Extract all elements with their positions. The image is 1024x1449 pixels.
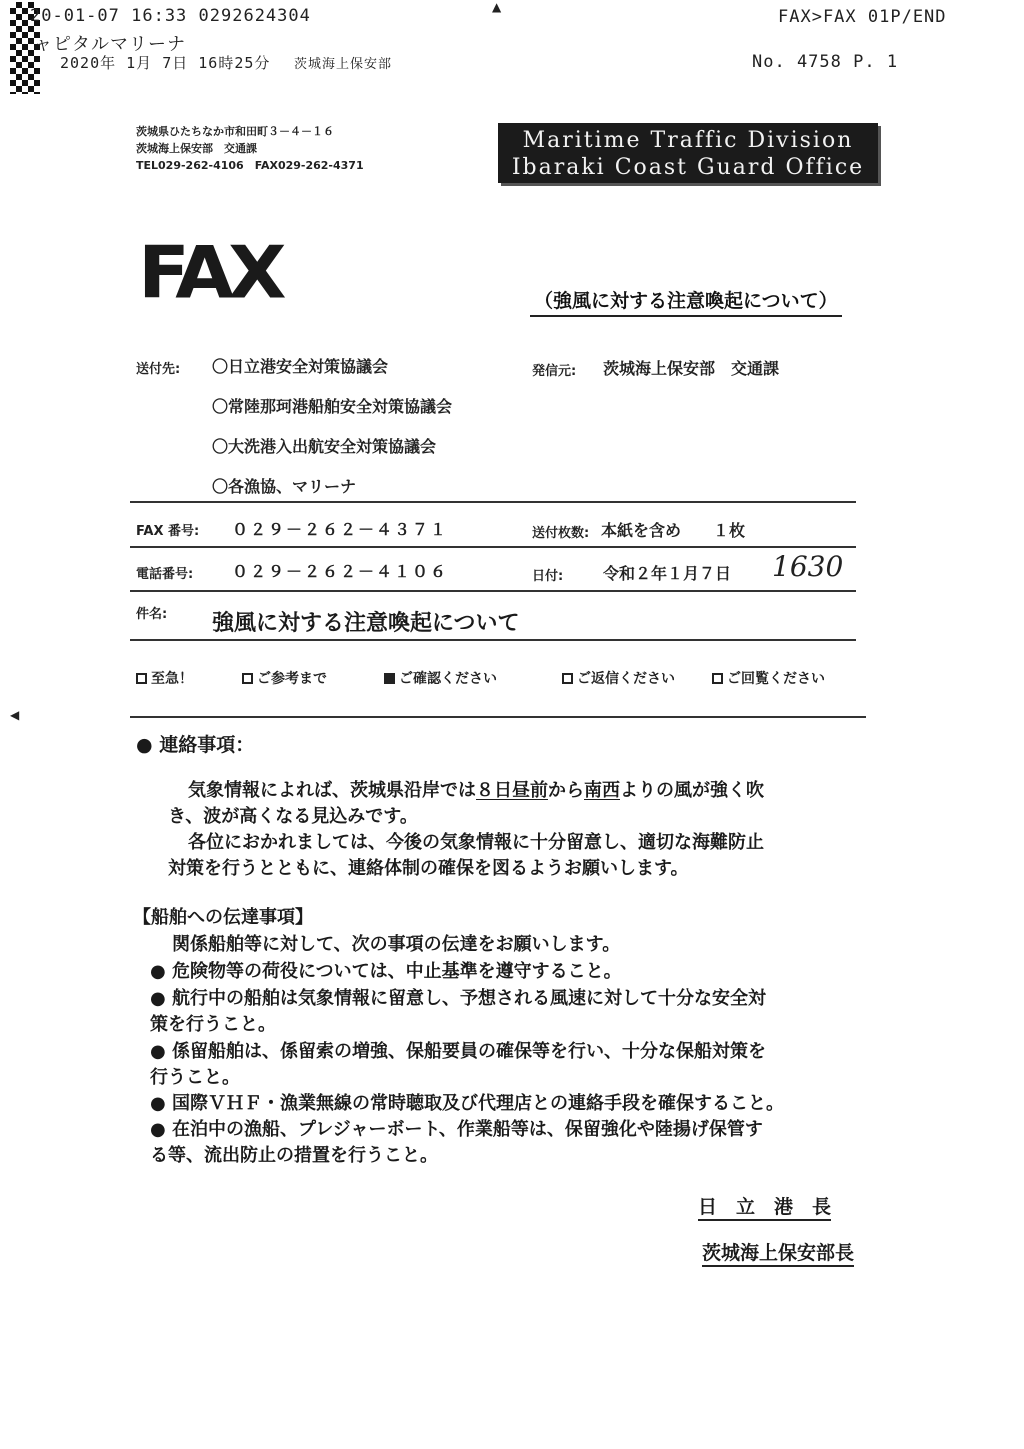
ship-notice-item: ● 在泊中の漁船、プレジャーボート、作業船等は、保留強化や陸揚げ保管す [150, 1119, 763, 1140]
date-label: 日付: [532, 569, 564, 584]
notice-heading: ● 連絡事項： [136, 734, 255, 756]
checkbox-urgent [136, 668, 193, 688]
fax-header-line3: 2020年 1月 7日 16時25分 [60, 54, 271, 72]
divider [130, 546, 856, 548]
checkbox-reply [562, 668, 675, 688]
fax-header-right1: FAX>FAX 01P/END [778, 7, 947, 27]
divider [130, 590, 856, 592]
phone-label: 電話番号: [136, 567, 194, 582]
ship-notice-intro: 関係船舶等に対して、次の事項の伝達をお願いします。 [172, 934, 621, 955]
ship-notice-item: ● 係留船舶は、係留索の増強、保船要員の確保等を行い、十分な保船対策を [150, 1041, 766, 1062]
scan-mark-top: ▲ [492, 0, 502, 14]
text-run: 気象情報によれば、茨城県沿岸では [188, 780, 476, 801]
underlined-direction: 南西 [584, 780, 620, 801]
fax-header-line1: 20-01-07 16:33 0292624304 [30, 6, 311, 26]
checkbox-label: 至急！ [151, 671, 193, 687]
phone-value: ０２９－２６２－４１０６ [232, 562, 449, 581]
date-value: 令和２年１月７日 [603, 564, 732, 583]
checkbox-confirm [384, 668, 497, 688]
fax-header-right2: No. 4758 P. 1 [752, 52, 899, 72]
signature-line1 [698, 1192, 831, 1219]
ship-notice-item: ● 航行中の船舶は気象情報に留意し、予想される風速に対して十分な安全対 [150, 988, 766, 1009]
checkbox-label: ご確認ください [399, 671, 497, 687]
ship-notice-item: 策を行うこと。 [150, 1014, 276, 1035]
text-run: から [548, 780, 584, 801]
ship-notice-item: 行うこと。 [150, 1067, 240, 1088]
checkbox-label: ご回覧ください [727, 671, 825, 687]
recipient-item: 〇常陸那珂港船舶安全対策協議会 [212, 397, 453, 416]
ship-notice-item: る等、流出防止の措置を行うこと。 [150, 1145, 438, 1166]
checkbox-label: ご返信ください [577, 671, 675, 687]
brand-box [498, 123, 878, 183]
sender-label: 発信元: [532, 364, 577, 379]
header-subject [530, 286, 842, 313]
notice-paragraph-2-line2: 対策を行うとともに、連絡体制の確保を図るようお願いします。 [168, 858, 689, 879]
fax-logo: FAX [138, 230, 281, 315]
sender-office: 茨城海上保安部 交通課 [136, 142, 257, 155]
fax-header-office: 茨城海上保安部 [294, 57, 393, 72]
recipient-item: 〇日立港安全対策協議会 [212, 357, 389, 376]
divider [130, 501, 856, 503]
checkbox-icon [562, 673, 573, 684]
signature-title: 日 立 港 長 [698, 1196, 831, 1221]
recipient-item: 〇各漁協、マリーナ [212, 477, 357, 496]
pages-label: 送付枚数: [532, 526, 590, 541]
underlined-time: ８日昼前 [476, 780, 548, 801]
notice-paragraph-1-line2: き、波が高くなる見込みです。 [168, 806, 418, 827]
checkbox-label: ご参考まで [257, 671, 327, 687]
brand-line2: Ibaraki Coast Guard Office [511, 155, 865, 180]
text-run: よりの風が強く吹 [620, 780, 764, 801]
signature-office: 茨城海上保安部長 [702, 1242, 854, 1267]
header-subject-text: （強風に対する注意喚起について） [530, 290, 842, 317]
recipients-label: 送付先: [136, 362, 181, 377]
ship-notice-item: ● 危険物等の荷役については、中止基準を遵守すること。 [150, 961, 622, 982]
divider [130, 716, 866, 718]
checkbox-icon [712, 673, 723, 684]
ship-notice-heading: 【船舶への伝達事項】 [133, 907, 313, 928]
sender-contact: TEL029-262-4106 FAX029-262-4371 [136, 159, 364, 172]
sender-address: 茨城県ひたちなか市和田町３－４－１６ [136, 125, 334, 138]
checkbox-reference [242, 668, 327, 688]
signature-line2 [702, 1238, 854, 1265]
notice-paragraph-2: 各位におかれましては、今後の気象情報に十分留意し、適切な海難防止 [188, 832, 764, 853]
checkbox-icon [242, 673, 253, 684]
checkbox-icon [136, 673, 147, 684]
brand-line1: Maritime Traffic Division [522, 128, 854, 153]
recipient-item: 〇大洗港入出航安全対策協議会 [212, 437, 437, 456]
notice-paragraph-1 [188, 778, 764, 804]
fax-number-label: FAX 番号: [136, 524, 200, 539]
checkbox-circulate [712, 668, 825, 688]
divider [130, 639, 856, 641]
fax-number-value: ０２９－２６２－４３７１ [232, 520, 449, 539]
sender-value: 茨城海上保安部 交通課 [603, 359, 780, 378]
fax-header-line2: ャピタルマリーナ [34, 34, 186, 55]
pages-value: 本紙を含め １枚 [601, 521, 746, 540]
checkbox-checked-icon [384, 673, 395, 684]
ship-notice-item: ● 国際ＶＨＦ・漁業無線の常時聴取及び代理店との連絡手段を確保すること。 [150, 1093, 784, 1114]
scan-mark-left: ◀ [10, 708, 20, 722]
subject-value: 強風に対する注意喚起について [212, 611, 520, 636]
handwritten-time: 1630 [772, 550, 844, 583]
subject-label: 件名: [136, 607, 168, 622]
